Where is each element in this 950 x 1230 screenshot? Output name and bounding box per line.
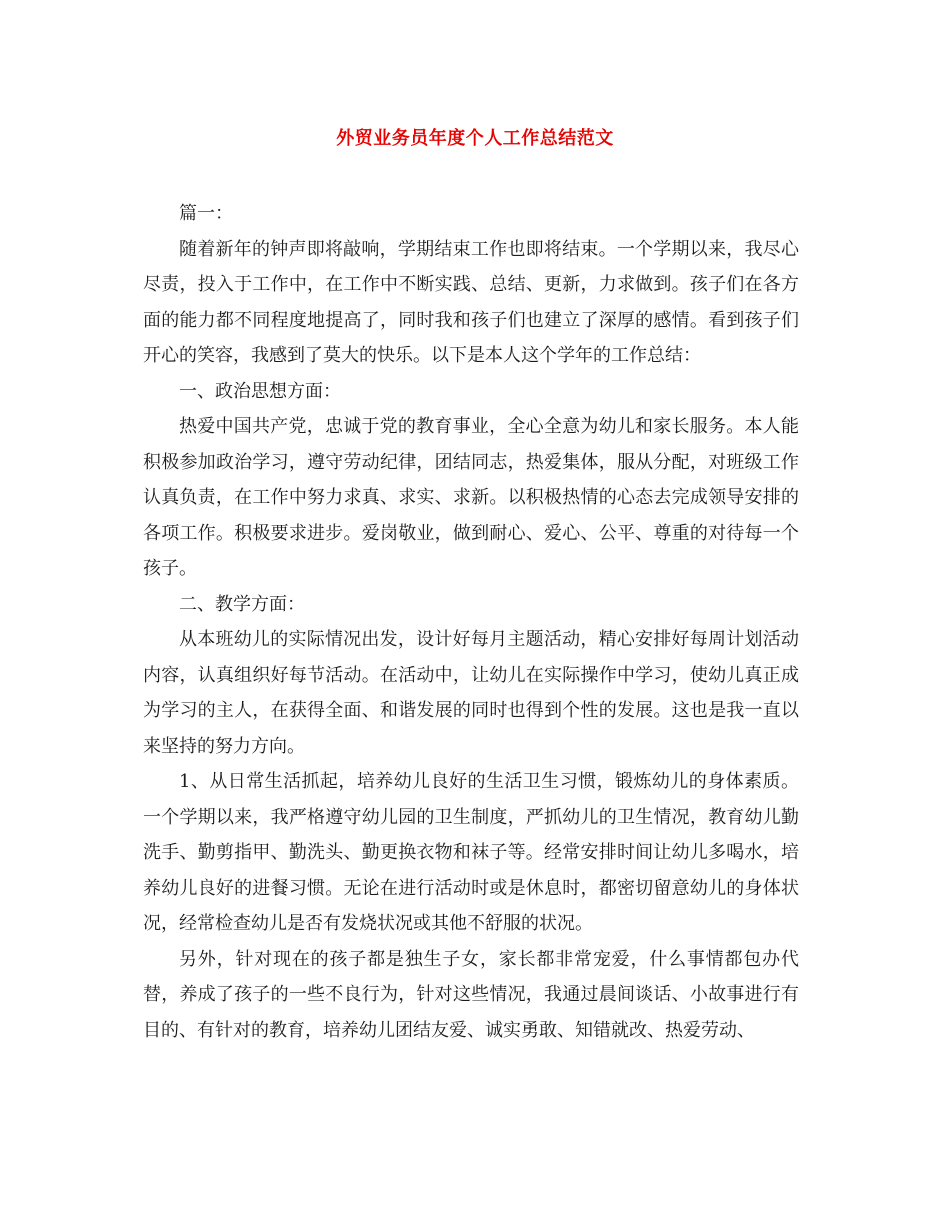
section-heading-part-one: 篇一： <box>179 203 233 224</box>
section-heading-teaching: 二、教学方面： <box>179 593 305 615</box>
paragraph-additional: 另外，针对现在的孩子都是独生子女，家长都非常宠爱，什么事情都包办代替，养成了孩子的一些不良行为，针对这些情况，我通过晨间谈话、小故事进行有目的、有针对的教育，培养幼儿团结友爱、诚实勇敢、知错就改、热爱劳动、 <box>143 948 799 1041</box>
paragraph-political: 热爱中国共产党，忠诚于党的教育事业，全心全意为幼儿和家长服务。本人能积极参加政治学习，遵守劳动纪律，团结同志，热爱集体，服从分配，对班级工作认真负责，在工作中努力求真、求实、求新。以积极热情的心态去完成领导安排的各项工作。积极要求进步。爱岗敬业，做到耐心、爱心、公平、尊重的对待每一个孩子。 <box>143 416 799 579</box>
section-heading-political: 一、政治思想方面： <box>179 380 341 402</box>
paragraph-teaching: 从本班幼儿的实际情况出发，设计好每月主题活动，精心安排好每周计划活动内容，认真组织好每节活动。在活动中，让幼儿在实际操作中学习，使幼儿真正成为学习的主人，在获得全面、和谐发展的同时也得到个性的发展。这也是我一直以来坚持的努力方向。 <box>143 629 799 757</box>
document-body <box>143 196 799 1048</box>
document-title: 外贸业务员年度个人工作总结范文 <box>336 128 614 149</box>
paragraph-daily-life: 1、从日常生活抓起，培养幼儿良好的生活卫生习惯，锻炼幼儿的身体素质。一个学期以来，我严格遵守幼儿园的卫生制度，严抓幼儿的卫生情况，教育幼儿勤洗手、勤剪指甲、勤洗头、勤更换衣物和袜子等。经常安排时间让幼儿多喝水，培养幼儿良好的进餐习惯。无论在进行活动时或是休息时，都密切留意幼儿的身体状况，经常检查幼儿是否有发烧状况或其他不舒服的状况。 <box>143 771 799 934</box>
paragraph-intro: 随着新年的钟声即将敲响，学期结束工作也即将结束。一个学期以来，我尽心尽责，投入于工作中，在工作中不断实践、总结、更新，力求做到。孩子们在各方面的能力都不同程度地提高了，同时我和孩子们也建立了深厚的感情。看到孩子们开心的笑容，我感到了莫大的快乐。以下是本人这个学年的工作总结： <box>143 238 799 366</box>
